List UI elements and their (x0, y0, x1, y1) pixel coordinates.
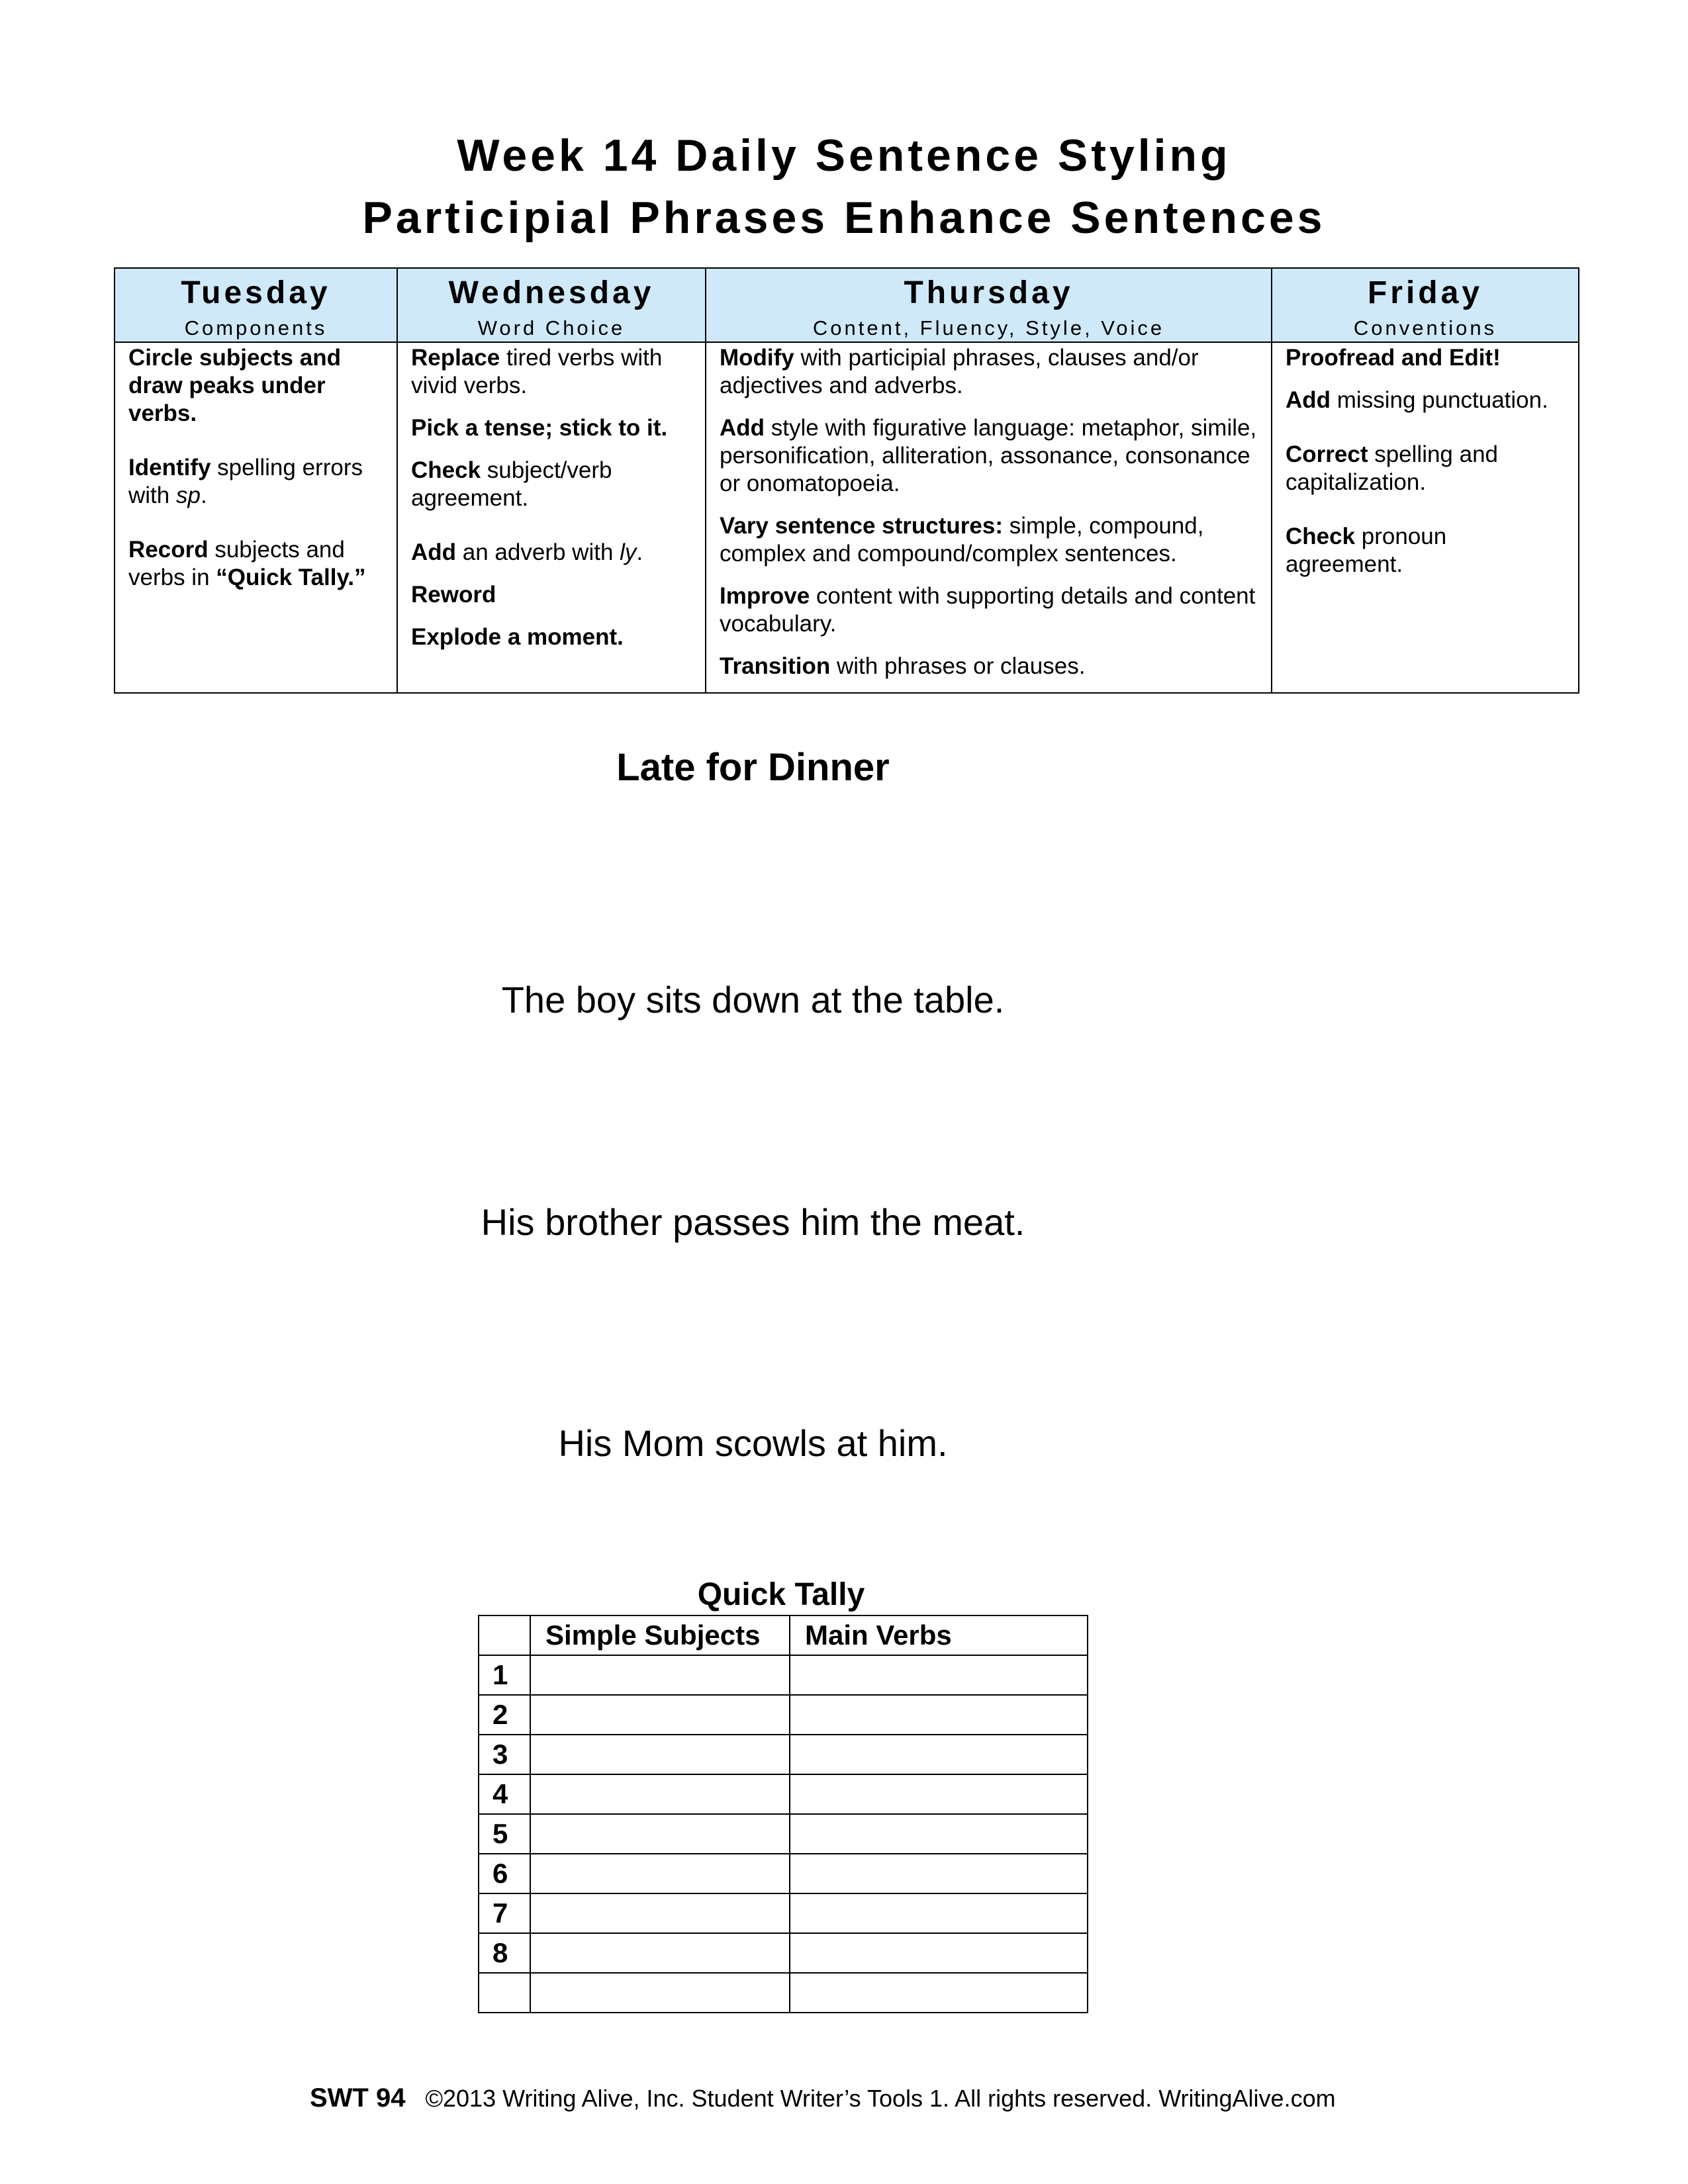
task-text: spelling errors with (128, 455, 363, 508)
task-text: . (200, 482, 207, 508)
day-label: Tuesday (181, 275, 331, 310)
page-title: Week 14 Daily Sentence Styling (457, 130, 1231, 181)
task-text: an adverb with (456, 539, 620, 565)
row-number: 1 (479, 1655, 530, 1695)
row-number: 6 (479, 1854, 530, 1893)
subject-cell[interactable] (530, 1933, 790, 1973)
subject-cell[interactable] (530, 1854, 790, 1893)
verb-cell[interactable] (790, 1655, 1088, 1695)
task (720, 582, 1260, 638)
plan-header-row (115, 268, 1579, 342)
friday-tasks (1272, 342, 1579, 693)
task-mark: sp (175, 482, 201, 508)
table-row (479, 1695, 1088, 1735)
header-friday (1272, 268, 1579, 342)
task-text: spelling and capitalization. (1286, 441, 1499, 495)
day-label: Thursday (904, 275, 1074, 310)
task-mark: ly (620, 539, 637, 565)
subject-cell[interactable] (530, 1973, 790, 2013)
task-verb: Record (128, 537, 209, 563)
tally-header-verbs: Main Verbs (790, 1615, 1088, 1655)
subject-cell[interactable] (530, 1774, 790, 1814)
verb-cell[interactable] (790, 1973, 1088, 2013)
weekly-plan-table (114, 267, 1579, 694)
subject-cell[interactable] (530, 1735, 790, 1774)
task-verb: Vary sentence structures: (720, 513, 1003, 539)
copyright-text: ©2013 Writing Alive, Inc. Student Writer’s Tools 1. All rights reserved. WritingAlive.com (425, 2085, 1336, 2112)
task (720, 653, 1260, 680)
day-focus: Conventions (1353, 316, 1497, 340)
task-verb: Correct (1286, 441, 1368, 467)
task: Reword (411, 582, 496, 608)
task (1286, 523, 1568, 578)
table-row (479, 1814, 1088, 1854)
header-thursday (706, 268, 1272, 342)
day-focus: Content, Fluency, Style, Voice (812, 316, 1165, 340)
day-label: Wednesday (448, 275, 655, 310)
wednesday-tasks (397, 342, 706, 693)
table-row (479, 1893, 1088, 1933)
table-row (479, 1655, 1088, 1695)
header-tuesday (115, 268, 397, 342)
task-verb: Check (1286, 523, 1356, 549)
verb-cell[interactable] (790, 1854, 1088, 1893)
task (720, 344, 1260, 400)
table-row (479, 1774, 1088, 1814)
task-text: style with figurative language: metaphor, simile, personification, alliteration, assonance, consonance or onomatopoeia. (720, 415, 1257, 496)
verb-cell[interactable] (790, 1735, 1088, 1774)
verb-cell[interactable] (790, 1695, 1088, 1735)
task-text: with participial phrases, clauses and/or adjectives and adverbs. (720, 345, 1199, 398)
task-verb: Transition (720, 653, 831, 679)
tally-title: Quick Tally (697, 1577, 865, 1612)
task-text: with phrases or clauses. (830, 653, 1086, 679)
row-number: 2 (479, 1695, 530, 1735)
task (128, 536, 386, 592)
task-text: subjects and verbs in (128, 537, 345, 590)
row-number: 4 (479, 1774, 530, 1814)
task: Explode a moment. (411, 624, 624, 650)
row-number: 7 (479, 1893, 530, 1933)
task-verb: Modify (720, 345, 794, 371)
tally-header-row (479, 1615, 1088, 1655)
task-text: missing punctuation. (1331, 387, 1548, 413)
task: Circle subjects and draw peaks under verbs. (128, 345, 341, 426)
task-verb: “Quick Tally.” (216, 565, 366, 590)
verb-cell[interactable] (790, 1893, 1088, 1933)
table-row (479, 1854, 1088, 1893)
task (720, 512, 1260, 568)
day-label: Friday (1367, 275, 1483, 310)
table-row (479, 1735, 1088, 1774)
row-number: 8 (479, 1933, 530, 1973)
task-verb: Identify (128, 455, 211, 480)
subject-cell[interactable] (530, 1814, 790, 1854)
subject-cell[interactable] (530, 1655, 790, 1695)
verb-cell[interactable] (790, 1933, 1088, 1973)
task-verb: Replace (411, 345, 500, 371)
task-text: pronoun agreement. (1286, 523, 1447, 577)
table-row (479, 1933, 1088, 1973)
task-text: content with supporting details and content vocabulary. (720, 583, 1256, 637)
table-row (479, 1973, 1088, 2013)
task-verb: Add (411, 539, 457, 565)
subject-cell[interactable] (530, 1893, 790, 1933)
task-verb: Add (720, 415, 765, 441)
subject-cell[interactable] (530, 1695, 790, 1735)
day-focus: Components (184, 316, 328, 340)
verb-cell[interactable] (790, 1774, 1088, 1814)
plan-body-row (115, 342, 1579, 693)
task-verb: Add (1286, 387, 1331, 413)
row-number (479, 1973, 530, 2013)
task (1286, 441, 1568, 496)
task-text: tired verbs with vivid verbs. (411, 345, 663, 398)
task (720, 414, 1260, 498)
tally-header-subjects: Simple Subjects (530, 1615, 790, 1655)
sentence-3: His Mom scowls at him. (558, 1422, 948, 1464)
task-verb: Check (411, 457, 481, 483)
page-code: SWT 94 (310, 2083, 406, 2113)
sentence-2: His brother passes him the meat. (481, 1201, 1025, 1243)
task-text: subject/verb agreement. (411, 457, 612, 511)
tuesday-tasks (115, 342, 397, 693)
quick-tally-table (478, 1615, 1088, 2013)
thursday-tasks (706, 342, 1272, 693)
page-footer (310, 2083, 1336, 2113)
story-title: Late for Dinner (616, 746, 890, 789)
task (411, 539, 694, 567)
tally-header-number (479, 1615, 530, 1655)
task-text: simple, compound, complex and compound/complex sentences. (720, 513, 1204, 567)
page-subtitle: Participial Phrases Enhance Sentences (362, 193, 1326, 243)
task (411, 344, 694, 400)
task (1286, 387, 1568, 414)
task: Pick a tense; stick to it. (411, 415, 668, 441)
sentence-1: The boy sits down at the table. (501, 979, 1005, 1021)
task-text: . (636, 539, 643, 565)
verb-cell[interactable] (790, 1814, 1088, 1854)
task (128, 454, 386, 510)
row-number: 3 (479, 1735, 530, 1774)
header-wednesday (397, 268, 706, 342)
row-number: 5 (479, 1814, 530, 1854)
day-focus: Word Choice (477, 316, 626, 340)
task-verb: Improve (720, 583, 810, 609)
task: Proofread and Edit! (1286, 345, 1501, 371)
task (411, 457, 694, 512)
